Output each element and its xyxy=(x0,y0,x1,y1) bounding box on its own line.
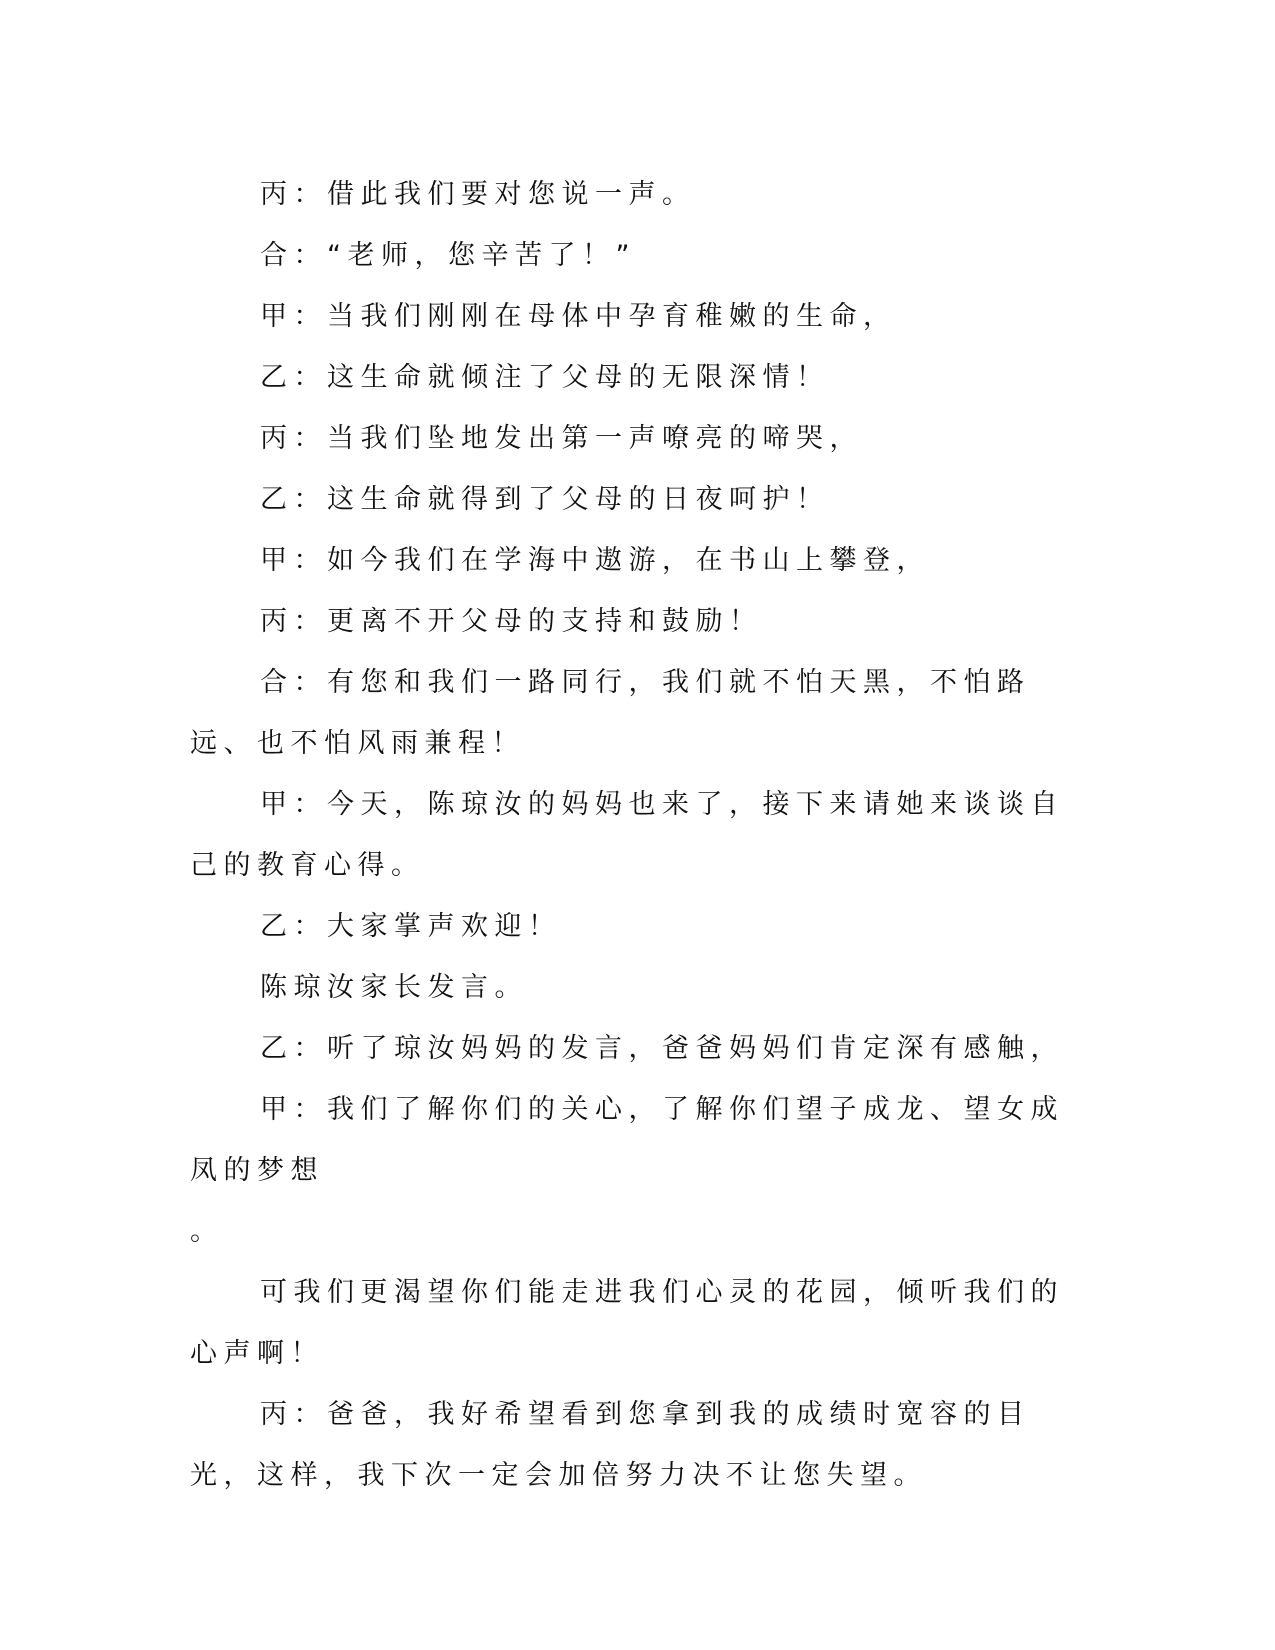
paragraph-10: 甲：今天，陈琼汝的妈妈也来了，接下来请她来谈谈自己的教育心得。 xyxy=(190,789,1064,881)
paragraph-2: 合：“老师，您辛苦了！” xyxy=(260,240,636,271)
paragraph-5: 丙：当我们坠地发出第一声嘹亮的啼哭， xyxy=(260,423,863,454)
paragraph-1: 丙：借此我们要对您说一声。 xyxy=(260,179,696,210)
document-body xyxy=(190,164,1070,1506)
paragraph-9: 合：有您和我们一路同行，我们就不怕天黑，不怕路远、也不怕风雨兼程！ xyxy=(190,667,1031,759)
paragraph-11: 乙：大家掌声欢迎！ xyxy=(260,911,562,942)
paragraph-8: 丙：更离不开父母的支持和鼓励！ xyxy=(260,606,763,637)
paragraph-15: 。 xyxy=(190,1216,224,1247)
paragraph-7: 甲：如今我们在学海中遨游，在书山上攀登， xyxy=(260,545,930,576)
paragraph-4: 乙：这生命就倾注了父母的无限深情！ xyxy=(260,362,830,393)
paragraph-12: 陈琼汝家长发言。 xyxy=(260,972,528,1003)
paragraph-17: 丙：爸爸，我好希望看到您拿到我的成绩时宽容的目光，这样，我下次一定会加倍努力决不让您失望。 xyxy=(190,1399,1031,1491)
paragraph-16: 可我们更渴望你们能走进我们心灵的花园，倾听我们的心声啊！ xyxy=(190,1277,1064,1369)
paragraph-13: 乙：听了琼汝妈妈的发言，爸爸妈妈们肯定深有感触， xyxy=(260,1033,1064,1064)
paragraph-14: 甲：我们了解你们的关心，了解你们望子成龙、望女成凤的梦想 xyxy=(190,1094,1064,1186)
paragraph-6: 乙：这生命就得到了父母的日夜呵护！ xyxy=(260,484,830,515)
paragraph-3: 甲：当我们刚刚在母体中孕育稚嫩的生命， xyxy=(260,301,897,332)
